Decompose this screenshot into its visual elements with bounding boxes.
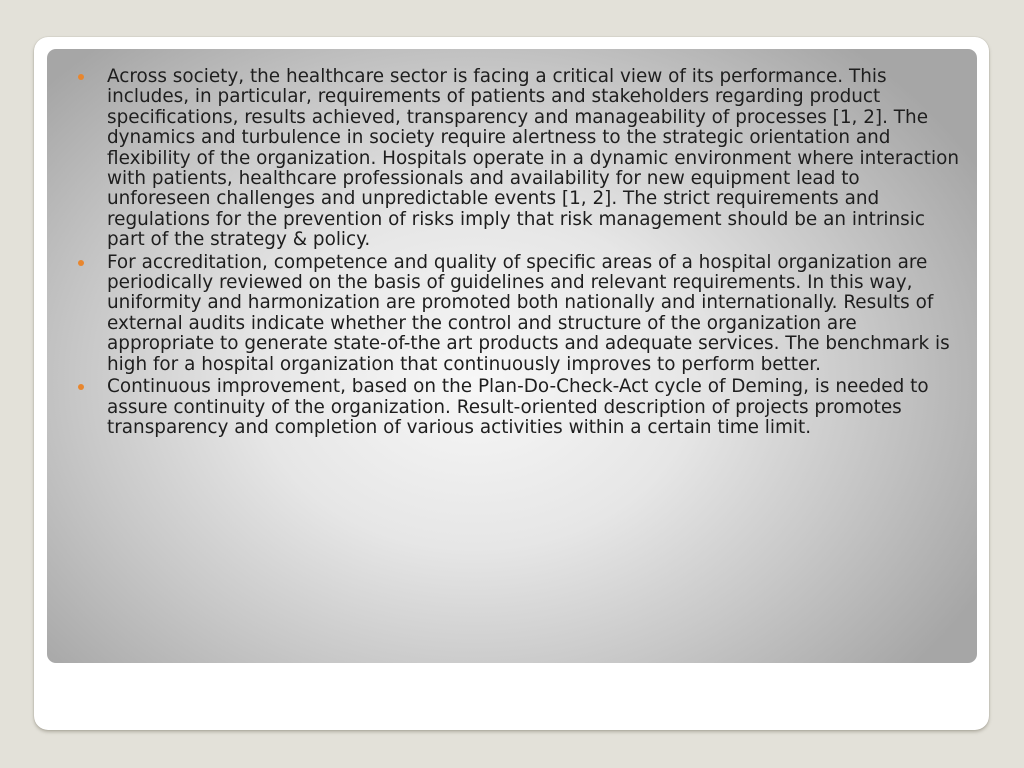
bullet-item — [107, 67, 967, 251]
bullet-list — [107, 67, 967, 440]
bullet-dot-icon — [78, 260, 84, 266]
bullet-text: For accreditation, competence and quality of specific areas of a hospital organization are periodically reviewed on the basis of guidelines and relevant requirements. In this way, uniformity and harmonization are promoted both nationally and internationally. Results of external audits indicate whether the control and structure of the organization are appropriate to generate state-of-the art products and adequate services. The benchmark is high for a hospital organization that continuously improves to perform better. — [107, 251, 950, 375]
bullet-item — [107, 377, 967, 438]
bullet-dot-icon — [78, 384, 84, 390]
bullet-dot-icon — [78, 74, 84, 80]
content-panel — [47, 49, 977, 663]
bullet-item — [107, 253, 967, 375]
bullet-text: Continuous improvement, based on the Plan-Do-Check-Act cycle of Deming, is needed to assure continuity of the organization. Result-oriented description of projects promotes transparency and completion of various activities within a certain time limit. — [107, 376, 929, 438]
bullet-text: Across society, the healthcare sector is facing a critical view of its performance. This includes, in particular, requirements of patients and stakeholders regarding product specifications, results achieved, transparency and manageability of processes [1, 2]. The dynamics and turbulence in society require alertness to the strategic orientation and flexibility of the organization. Hospitals operate in a dynamic environment where interaction with patients, healthcare professionals and availability for new equipment lead to unforeseen challenges and unpredictable events [1, 2]. The strict requirements and regulations for the prevention of risks imply that risk management should be an intrinsic part of the strategy & policy. — [107, 66, 960, 251]
